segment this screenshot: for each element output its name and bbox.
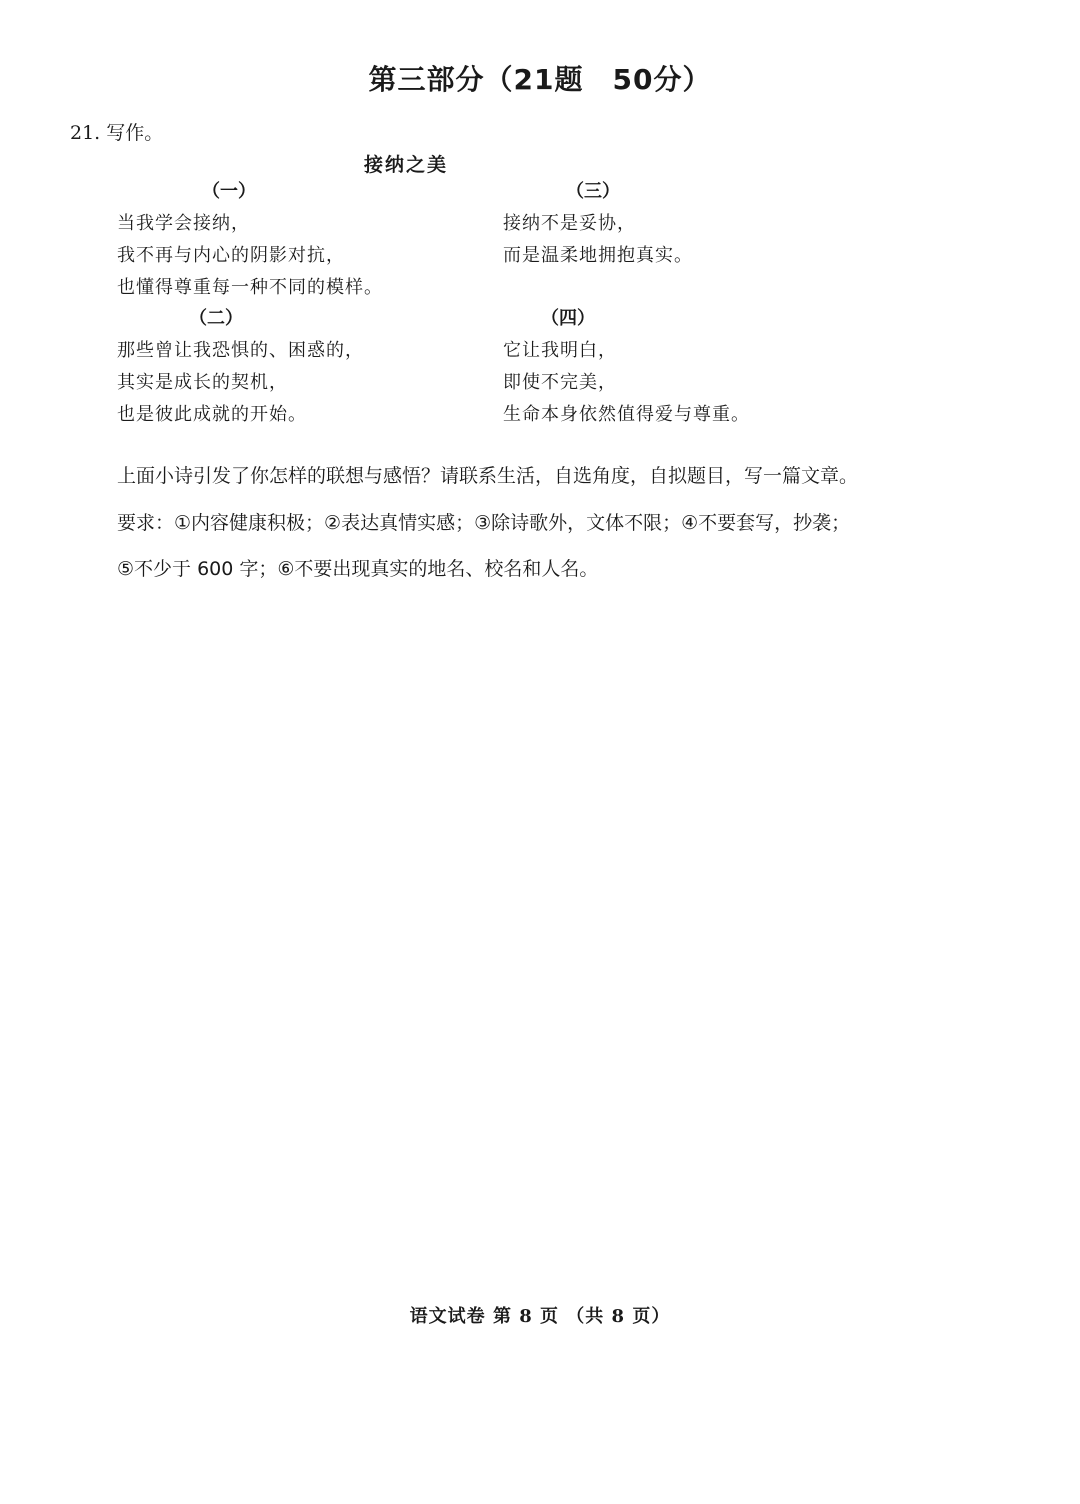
poem-stanza-1	[117, 176, 383, 304]
page-footer: 语文试卷 第 8 页 （共 8 页）	[409, 1306, 671, 1327]
stanza-number: （一）	[202, 181, 256, 202]
poem-title: 接纳之美	[363, 154, 448, 176]
poem-line: 接纳不是妥协，	[503, 213, 636, 234]
poem-line: 也懂得尊重每一种不同的模样。	[117, 277, 383, 298]
question-label: 21. 写作。	[70, 122, 164, 144]
poem-stanza-3	[503, 176, 693, 272]
poem-line: 生命本身依然值得爱与尊重。	[503, 404, 750, 425]
requirements-line-1: 要求：①内容健康积极；②表达真情实感；③除诗歌外，文体不限；④不要套写，抄袭；	[117, 512, 851, 534]
poem-line: 它让我明白，	[503, 340, 617, 361]
section-title: 第三部分（21题 50分）	[368, 63, 712, 96]
poem-stanza-2	[117, 303, 364, 431]
stanza-number: （三）	[566, 181, 620, 202]
stanza-number: （二）	[189, 308, 243, 329]
poem-line: 当我学会接纳，	[117, 213, 250, 234]
poem-line: 其实是成长的契机，	[117, 372, 288, 393]
writing-prompt: 上面小诗引发了你怎样的联想与感悟？请联系生活，自选角度，自拟题目，写一篇文章。	[117, 465, 859, 487]
poem-stanza-4	[503, 303, 750, 431]
poem-line: 那些曾让我恐惧的、困惑的，	[117, 340, 364, 361]
poem-line: 我不再与内心的阴影对抗，	[117, 245, 345, 266]
stanza-number: （四）	[541, 308, 595, 329]
requirements-line-2: ⑤不少于 600 字；⑥不要出现真实的地名、校名和人名。	[117, 558, 599, 580]
poem-line: 即使不完美，	[503, 372, 617, 393]
poem-line: 而是温柔地拥抱真实。	[503, 245, 693, 266]
poem-line: 也是彼此成就的开始。	[117, 404, 307, 425]
